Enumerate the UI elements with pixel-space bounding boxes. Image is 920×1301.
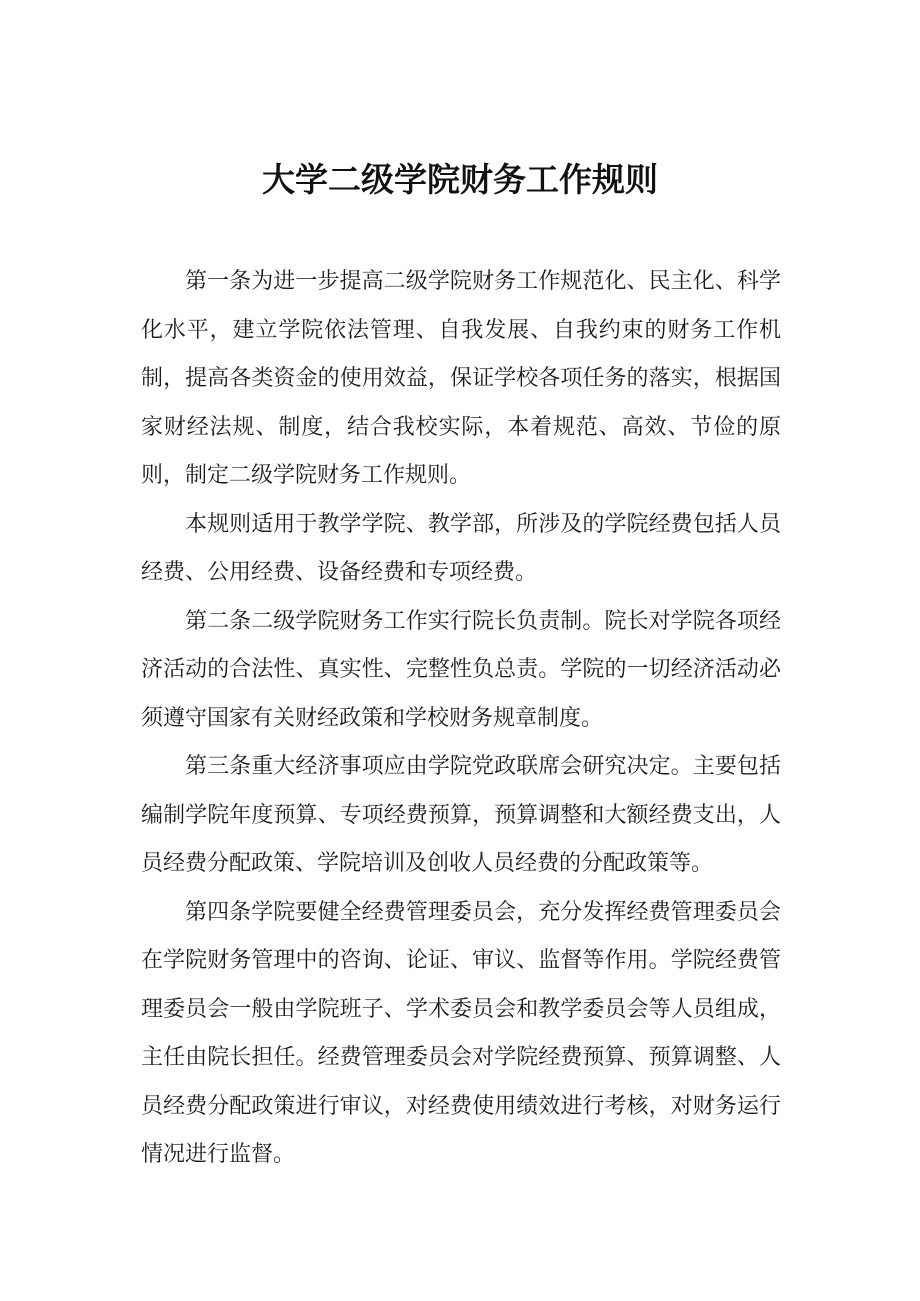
paragraph-article-4: 第四条学院要健全经费管理委员会，充分发挥经费管理委员会在学院财务管理中的咨询、论证、审议、监督等作用。学院经费管理委员会一般由学院班子、学术委员会和教学委员会等人员组成，主任由院长担任。经费管理委员会对学院经费预算、预算调整、人员经费分配政策进行审议，对经费使用绩效进行考核，对财务运行情况进行监督。 xyxy=(141,899,781,1167)
paragraph-article-3: 第三条重大经济事项应由学院党政联席会研究决定。主要包括编制学院年度预算、专项经费预算，预算调整和大额经费支出，人员经费分配政策、学院培训及创收人员经费的分配政策等。 xyxy=(141,754,781,876)
paragraph-scope: 本规则适用于教学学院、教学部，所涉及的学院经费包括人员经费、公用经费、设备经费和专项经费。 xyxy=(141,511,781,585)
document-title: 大学二级学院财务工作规则 xyxy=(262,160,658,199)
paragraph-article-1: 第一条为进一步提高二级学院财务工作规范化、民主化、科学化水平，建立学院依法管理、自我发展、自我约束的财务工作机制，提高各类资金的使用效益，保证学校各项任务的落实，根据国家财经法规、制度，结合我校实际，本着规范、高效、节俭的原则，制定二级学院财务工作规则。 xyxy=(141,269,781,488)
document-body xyxy=(141,258,781,1180)
paragraph-article-2: 第二条二级学院财务工作实行院长负责制。院长对学院各项经济活动的合法性、真实性、完整性负总责。学院的一切经济活动必须遵守国家有关财经政策和学校财务规章制度。 xyxy=(141,608,781,731)
